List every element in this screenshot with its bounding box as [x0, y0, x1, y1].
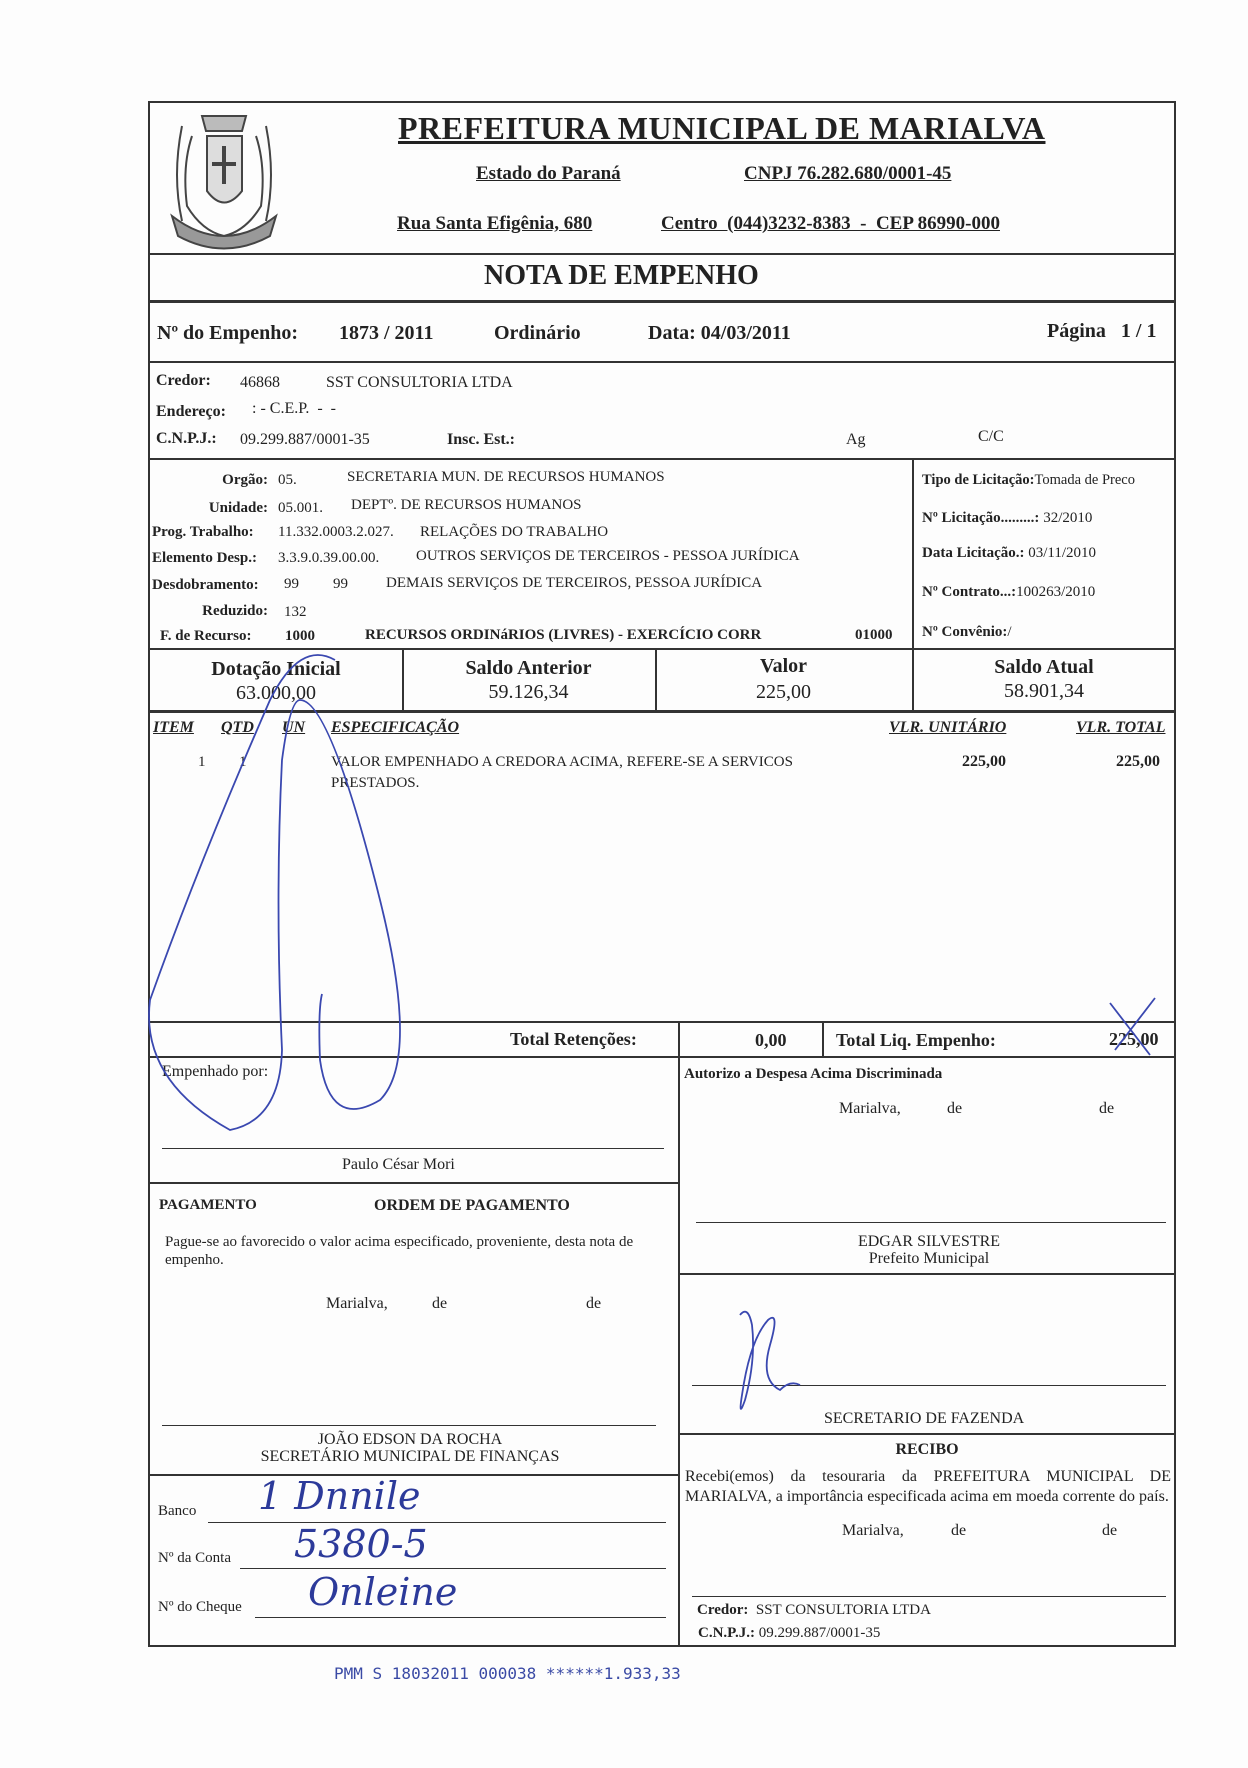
elem-label: Elemento Desp.: [152, 550, 257, 566]
data-licitacao: Data Licitação.: 03/11/2010 [922, 545, 1097, 561]
fonte-label: F. de Recurso: [160, 628, 252, 644]
recibo-de2: de [1102, 1522, 1118, 1539]
recibo-text: Recebi(emos) da tesouraria da PREFEITURA MUNICIPAL DE MARIALVA, a importância especificada acima em moeda corrente do país. [685, 1468, 1171, 1505]
unidade-code: 05.001. [278, 500, 323, 516]
orgao-label: Orgão: [222, 472, 268, 488]
autorizo-label: Autorizo a Despesa Acima Discriminada [684, 1066, 943, 1082]
saldo-atual-label: Saldo Atual [994, 656, 1094, 678]
col-un: UN [282, 719, 306, 736]
col-especificacao: ESPECIFICAÇÃO [331, 719, 460, 736]
ag-label: Ag [846, 431, 866, 448]
endereco-value: : - C.E.P. - - [252, 400, 336, 417]
col-item: ITEM [153, 719, 194, 736]
pagamento-place: Marialva, [326, 1295, 388, 1312]
autorizo-place: Marialva, [839, 1100, 901, 1117]
num-contrato: Nº Contrato...:100263/2010 [922, 584, 1096, 600]
saldo-anterior-value: 59.126,34 [488, 681, 569, 703]
retencoes-value: 0,00 [755, 1030, 787, 1050]
saldo-atual-value: 58.901,34 [1004, 680, 1084, 702]
autorizo-de2: de [1099, 1100, 1115, 1117]
pagamento-label: PAGAMENTO [159, 1197, 257, 1213]
prog-code: 11.332.0003.2.027. [278, 524, 394, 540]
empenho-number-label: Nº do Empenho: [157, 322, 299, 344]
total-liq-label: Total Liq. Empenho: [836, 1030, 996, 1050]
credor-label: Credor: [156, 372, 211, 389]
item-spec-line1: VALOR EMPENHADO A CREDORA ACIMA, REFERE-SE A SERVICOS [331, 754, 793, 770]
prog-label: Prog. Trabalho: [152, 524, 254, 540]
reduzido-value: 132 [284, 604, 307, 620]
cnpj-label: CNPJ 76.282.680/0001-45 [744, 163, 952, 184]
saldo-anterior-label: Saldo Anterior [465, 657, 592, 679]
reduzido-label: Reduzido: [202, 603, 268, 619]
cheque-handwritten: Onleine [308, 1570, 458, 1614]
empenhado-label: Empenhado por: [162, 1063, 269, 1080]
num-convenio: Nº Convênio:/ [922, 624, 1012, 640]
insc-est-label: Insc. Est.: [447, 431, 516, 448]
autorizo-de1: de [947, 1100, 963, 1117]
col-qtd: QTD [221, 719, 254, 736]
cnpj-credor-label: C.N.P.J.: [156, 430, 217, 447]
banco-label: Banco [158, 1503, 197, 1519]
signature-large-loop [149, 655, 400, 1130]
pagamento-de2: de [586, 1295, 602, 1312]
pagamento-text: Pague-se ao favorecido o valor acima especificado, proveniente, desta nota de empenho. [165, 1234, 634, 1268]
desd-code1: 99 [284, 576, 299, 592]
municipality-title: PREFEITURA MUNICIPAL DE MARIALVA [398, 110, 1046, 146]
elem-code: 3.3.9.0.39.00.00. [278, 550, 380, 566]
cnpj-credor-value: 09.299.887/0001-35 [240, 431, 370, 448]
recibo-credor: Credor: SST CONSULTORIA LTDA [697, 1602, 931, 1618]
secretario-fazenda-role: SECRETARIO DE FAZENDA [824, 1410, 1025, 1427]
unidade-label: Unidade: [208, 500, 268, 516]
recibo-cnpj: C.N.P.J.: 09.299.887/0001-35 [698, 1625, 881, 1641]
recibo-de1: de [951, 1522, 967, 1539]
desd-code2: 99 [333, 576, 348, 592]
fonte-name: RECURSOS ORDINáRIOS (LIVRES) - EXERCÍCIO CORR [365, 627, 762, 643]
item-number: 1 [198, 754, 206, 770]
elem-name: OUTROS SERVIÇOS DE TERCEIROS - PESSOA JURÍDICA [416, 548, 800, 564]
empenho-number: 1873 / 2011 [339, 322, 434, 344]
dotacao-value: 63.000,00 [236, 682, 316, 704]
dotacao-label: Dotação Inicial [211, 658, 341, 680]
credor-code: 46868 [240, 374, 280, 391]
conta-label: Nº da Conta [158, 1550, 231, 1566]
retencoes-label: Total Retenções: [510, 1029, 637, 1049]
total-liq-value: 225,00 [1109, 1029, 1159, 1049]
recibo-place: Marialva, [842, 1522, 904, 1539]
footer-code: PMM S 18032011 000038 ******1.933,33 [334, 1664, 681, 1683]
unidade-name: DEPTº. DE RECURSOS HUMANOS [351, 497, 582, 513]
empenho-date: Data: 04/03/2011 [648, 322, 791, 344]
item-qtd: 1 [239, 754, 247, 770]
desd-name: DEMAIS SERVIÇOS DE TERCEIROS, PESSOA JURÍDICA [386, 575, 763, 591]
address-label: Rua Santa Efigênia, 680 [397, 213, 593, 234]
secretario-financas-name: JOÃO EDSON DA ROCHA [317, 1431, 503, 1448]
prefeito-name: EDGAR SILVESTRE [857, 1233, 1001, 1250]
credor-name: SST CONSULTORIA LTDA [326, 374, 513, 391]
col-vlr-unitario: VLR. UNITÁRIO [889, 719, 1007, 736]
fonte-num: 01000 [855, 627, 893, 643]
orgao-name: SECRETARIA MUN. DE RECURSOS HUMANOS [347, 469, 665, 485]
endereco-label: Endereço: [156, 403, 226, 420]
page-number: Página 1 / 1 [1047, 320, 1157, 342]
tipo-licitacao: Tipo de Licitação:Tomada de Preco [922, 472, 1135, 488]
num-licitacao: Nº Licitação.........: 32/2010 [922, 510, 1093, 526]
item-total-value: 225,00 [1116, 753, 1160, 770]
item-spec-line2: PRESTADOS. [331, 775, 420, 791]
empenhado-name: Paulo César Mori [342, 1156, 455, 1173]
fonte-code: 1000 [285, 628, 315, 644]
strike-mark [1110, 998, 1155, 1055]
prog-name: RELAÇÕES DO TRABALHO [420, 524, 609, 540]
valor-label: Valor [759, 655, 808, 677]
valor-value: 225,00 [756, 681, 811, 703]
doc-title: NOTA DE EMPENHO [484, 260, 759, 291]
ordem-pagamento-label: ORDEM DE PAGAMENTO [374, 1197, 570, 1214]
recibo-title: RECIBO [895, 1441, 959, 1458]
secretario-financas-role: SECRETÁRIO MUNICIPAL DE FINANÇAS [260, 1448, 560, 1465]
prefeito-role: Prefeito Municipal [868, 1250, 990, 1267]
conta-handwritten: 5380-5 [294, 1522, 428, 1566]
desd-label: Desdobramento: [152, 577, 259, 593]
empenho-type: Ordinário [494, 322, 581, 344]
cc-label: C/C [978, 428, 1004, 445]
pagamento-de1: de [432, 1295, 448, 1312]
orgao-code: 05. [278, 472, 297, 488]
item-unit-value: 225,00 [962, 753, 1006, 770]
banco-handwritten: 1 Dnnile [258, 1474, 421, 1518]
signature-secretario [740, 1312, 800, 1409]
state-label: Estado do Paraná [476, 163, 621, 184]
cheque-label: Nº do Cheque [158, 1599, 242, 1615]
col-vlr-total: VLR. TOTAL [1076, 719, 1166, 736]
contact-label: Centro (044)3232-8383 - CEP 86990-000 [661, 213, 1000, 234]
